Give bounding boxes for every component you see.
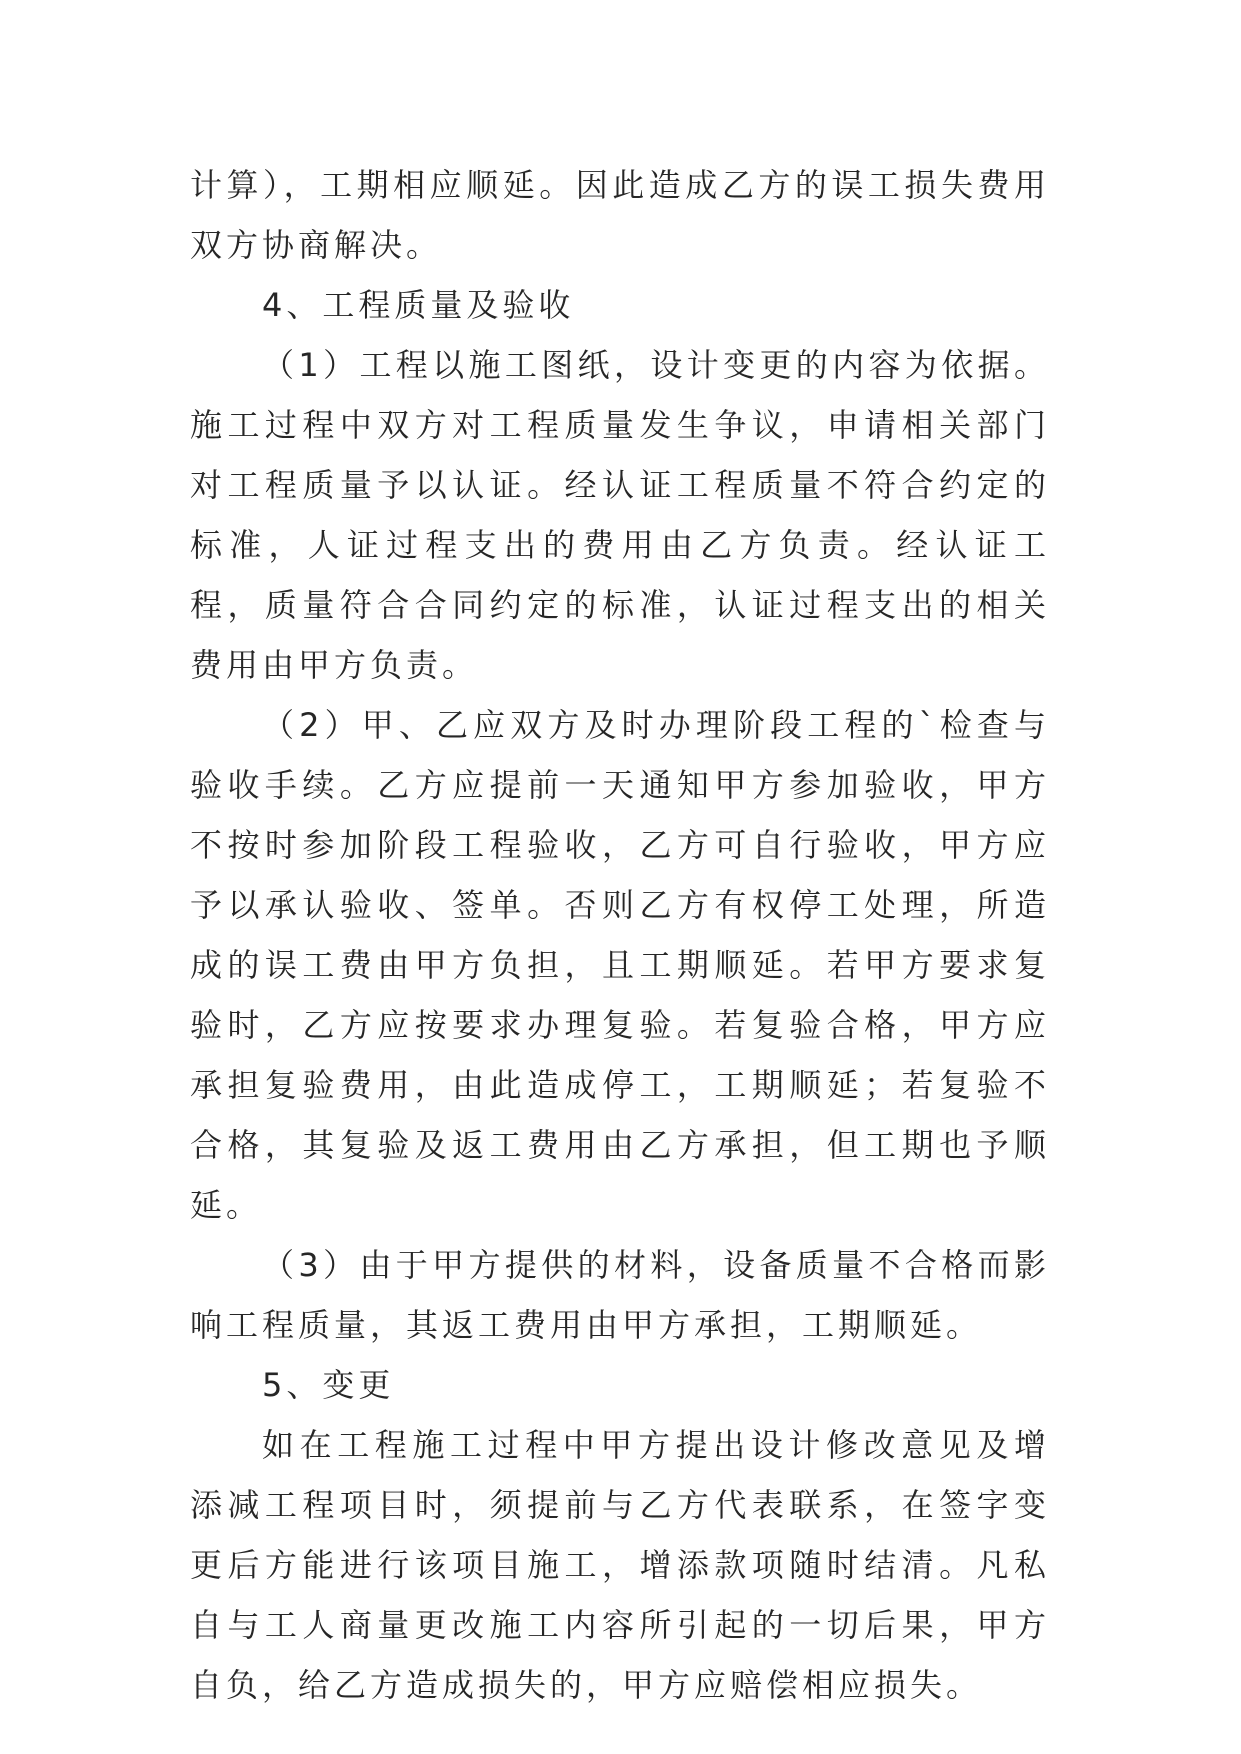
document-body xyxy=(190,155,1050,1715)
paragraph-changes: 如在工程施工过程中甲方提出设计修改意见及增添减工程项目时，须提前与乙方代表联系，在签字变更后方能进行该项目施工，增添款项随时结清。凡私自与工人商量更改施工内容所引起的一切后果，甲方自负，给乙方造成损失的，甲方应赔偿相应损失。 xyxy=(190,1426,1050,1704)
section-heading-changes: 5、变更 xyxy=(262,1366,395,1404)
paragraph-quality-2: （2）甲、乙应双方及时办理阶段工程的`检查与验收手续。乙方应提前一天通知甲方参加验收，甲方不按时参加阶段工程验收，乙方可自行验收，甲方应予以承认验收、签单。否则乙方有权停工处理，所造成的误工费由甲方负担，且工期顺延。若甲方要求复验时，乙方应按要求办理复验。若复验合格，甲方应承担复验费用，由此造成停工，工期顺延；若复验不合格，其复验及返工费用由乙方承担，但工期也予顺延。 xyxy=(190,706,1050,1224)
paragraph-continuation: 计算），工期相应顺延。因此造成乙方的误工损失费用双方协商解决。 xyxy=(190,166,1050,264)
paragraph-quality-3: （3）由于甲方提供的材料，设备质量不合格而影响工程质量，其返工费用由甲方承担，工期顺延。 xyxy=(190,1246,1050,1344)
section-heading-quality: 4、工程质量及验收 xyxy=(262,286,575,324)
paragraph-quality-1: （1）工程以施工图纸，设计变更的内容为依据。施工过程中双方对工程质量发生争议，申请相关部门对工程质量予以认证。经认证工程质量不符合约定的标准，人证过程支出的费用由乙方负责。经认证工程，质量符合合同约定的标准，认证过程支出的相关费用由甲方负责。 xyxy=(190,346,1050,684)
